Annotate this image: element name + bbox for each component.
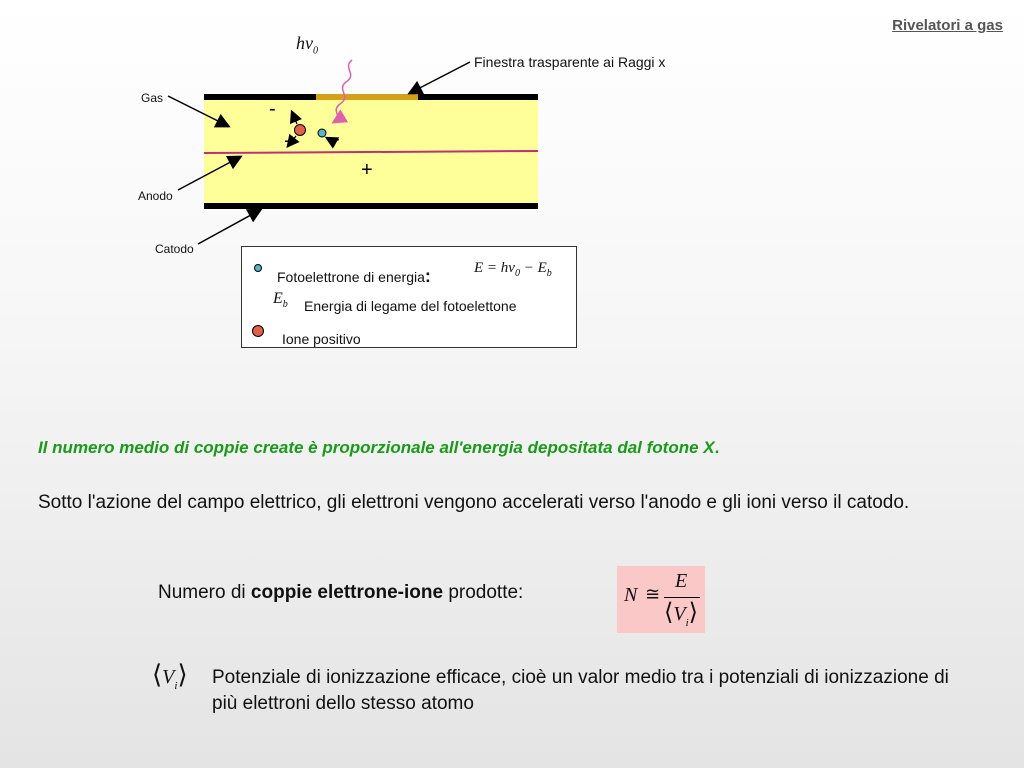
x-ray-window: [316, 94, 418, 100]
minus-sign-right: -: [333, 128, 340, 150]
legend-photoelectron: Fotoelettrone di energia:: [277, 266, 431, 286]
electron-particle: [318, 129, 326, 137]
cathode-label: Catodo: [155, 242, 194, 256]
legend-positive-ion: Ione positivo: [282, 331, 361, 347]
anode-label: Anodo: [138, 189, 173, 203]
window-callout-arrow: [410, 62, 470, 93]
cathode-callout-arrow: [198, 210, 260, 244]
vi-symbol: $⟨V_i⟩$: [152, 660, 188, 693]
formula-numerator: E: [675, 570, 688, 592]
legend-markers: [250, 260, 270, 345]
formula-approx: ≅: [645, 584, 661, 605]
legend-binding-energy: Energia di legame del fotoelettone: [304, 298, 517, 314]
legend-electron-icon: [255, 265, 262, 272]
formula-denominator: $⟨V_i⟩$: [664, 598, 699, 629]
binding-energy-symbol: $E_b$: [273, 290, 288, 311]
page-title: Rivelatori a gas: [892, 17, 1003, 34]
field-paragraph: Sotto l'azione del campo elettrico, gli elettroni vengono accelerati verso l'anodo e gli ioni verso il catodo.: [38, 492, 910, 513]
ion-particle: [295, 125, 306, 136]
gas-label: Gas: [141, 91, 164, 105]
plus-sign-center: +: [361, 159, 373, 181]
key-statement: Il numero medio di coppie create è proporzionale all'energia depositata dal fotone X.: [38, 438, 720, 457]
vi-description: Potenziale di ionizzazione efficace, cioè un valor medio tra i potenziali di ionizzazione di più elettroni dello stesso atomo: [212, 667, 949, 714]
energy-formula: $E = h\nu_0 - E_b$: [474, 260, 552, 279]
photon-symbol: $h\nu_0$: [296, 33, 318, 57]
legend-ion-icon: [253, 326, 264, 337]
pairs-sentence: Numero di coppie elettrone-ione prodotte:: [158, 582, 524, 603]
plus-sign-left: +: [284, 131, 296, 153]
window-label: Finestra trasparente ai Raggi x: [474, 54, 666, 70]
formula-lhs: N: [624, 584, 638, 606]
minus-sign-top: -: [269, 98, 276, 120]
cathode-plate: [204, 203, 538, 209]
